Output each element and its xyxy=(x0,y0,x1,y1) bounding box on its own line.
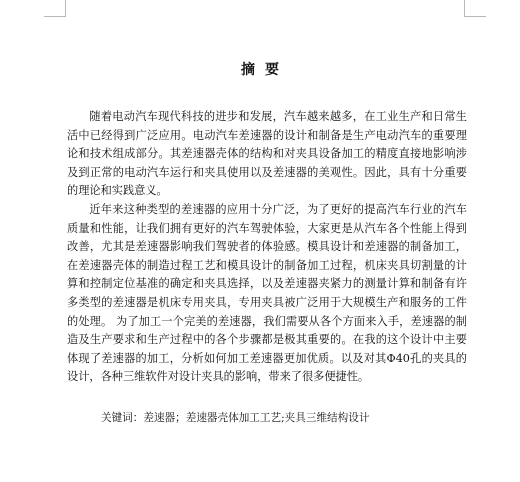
crop-mark-top-left xyxy=(65,0,66,17)
keywords-line: 关键词：差速器；差速器壳体加工工艺;夹具三维结构设计 xyxy=(101,412,370,424)
crop-mark-top-right xyxy=(464,0,465,17)
abstract-title: 摘要 xyxy=(241,62,289,78)
abstract-paragraph-2: 近年来这种类型的差速器的应用十分广泛，为了更好的提高汽车行业的汽车质量和性能，让我们拥有更好的汽车驾驶体验，大家更是从汽车各个性能上得到改善，尤其是差速器影响我们驾驶者的体验感。模具设计和差速器的制备加工，在差速器壳体的制造过程工艺和模具设计的制备加工过程，机床夹具切割量的计算和控制定位基准的确定和夹具选择，以及差速器夹紧力的测量计算和制备有许多类型的差速器是机床专用夹具，专用夹具被广泛用于大规模生产和服务的工件的处理。 为了加工一个完美的差速器，我们需要从各个方面来入手，差速器的制造及生产要求和生产过程中的各个步骤都是极其重要的。在我的这个设计中主要体现了差速器的加工，分析如何加工差速器更加优质。以及对其Φ40孔的夹具的设计，各种三维软件对设计夹具的影响，带来了很多便捷性。 xyxy=(67,202,467,384)
abstract-paragraph-1: 随着电动汽车现代科技的进步和发展，汽车越来越多，在工业生产和日常生活中已经得到广泛应用。电动汽车差速器的设计和制备是生产电动汽车的重要理论和技术组成部分。其差速器壳体的结构和对夹具设备加工的精度直接地影响涉及到正常的电动汽车运行和夹具使用以及差速器的美观性。因此，具有十分重要的理论和实践意义。 xyxy=(67,110,467,198)
abstract-body xyxy=(67,108,467,387)
crop-mark-top-left xyxy=(44,16,66,17)
crop-mark-top-right xyxy=(464,16,486,17)
